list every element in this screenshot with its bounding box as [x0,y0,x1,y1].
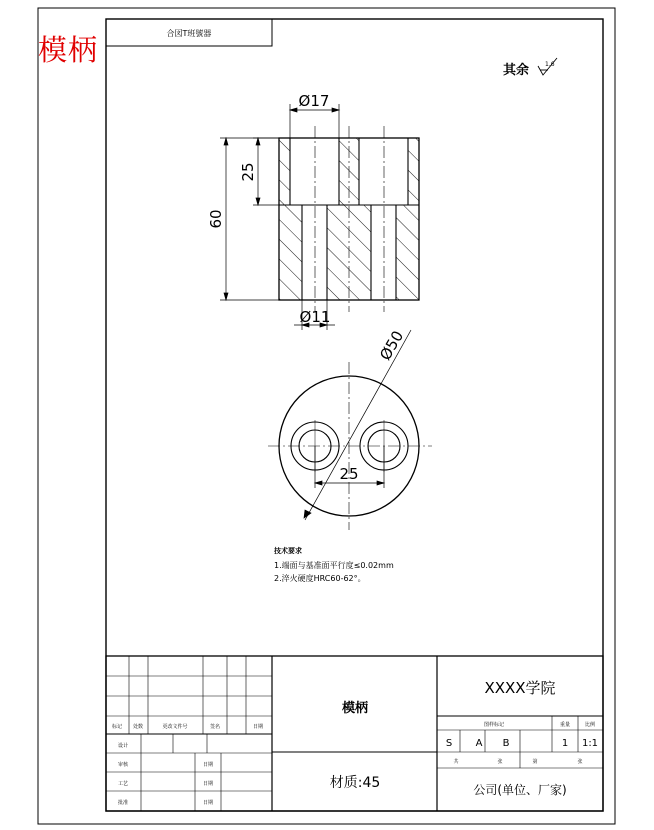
surface-roughness-value: 1.6 [545,61,555,68]
role-approve-right: 日期 [202,800,214,806]
tech-req-title: 技术要求 [274,547,302,555]
role-process: 工艺 [117,781,129,787]
sheet-total-label: 共 [453,759,459,765]
rev-label-mark: 标记 [111,724,123,730]
rev-label-date: 日期 [252,724,264,730]
part-name-label: 模柄 [38,33,99,67]
company-placeholder-text: XXXX学院 [484,679,556,697]
role-design-right: 日期 [202,762,214,768]
header-label-sample: 图样标记 [483,722,505,728]
tech-req-item-1: 1.端面与基准面平行度≤0.02mm [274,561,394,570]
center-distance-text: 25 [339,465,359,483]
tech-req-item-2: 2.淬火硬度HRC60-62°。 [274,574,366,583]
rev-label-sign: 签名 [209,724,221,730]
front-section-view [279,126,419,312]
surface-finish-label: 其余 [503,63,530,78]
sheet-number-label: 第 [532,759,538,765]
material-text: 材质:45 [329,775,381,791]
role-review: 审核 [117,762,129,768]
top-view [268,362,432,530]
role-review-right: 日期 [202,781,214,787]
stage-a: A [475,738,483,749]
total-height-text: 60 [207,209,225,229]
unit-text: 公司(单位、厂家) [473,783,567,797]
role-approve: 批准 [117,800,129,806]
scale-text: 1:1 [581,738,599,749]
role-design: 设计 [117,743,129,749]
header-box-text: 合図T班號器 [166,29,212,38]
total-height-dimension [220,138,279,300]
rev-label-count: 处数 [132,724,144,730]
bore-diameter-text: Ø17 [298,92,330,110]
outer-frame [38,8,615,824]
shaft-diameter-text: Ø11 [299,308,331,326]
rev-label-doc: 更改文件号 [162,724,188,730]
header-label-weight: 重量 [559,722,571,728]
sheet-number-unit: 张 [577,759,583,765]
stage-s: S [445,738,453,749]
outer-diameter-text: Ø50 [376,327,408,364]
part-name-text: 模柄 [341,701,369,716]
sheet-total-unit: 张 [497,759,503,765]
stage-b: B [502,738,510,749]
counterbore-depth-text: 25 [239,162,257,182]
header-label-scale: 比例 [584,722,596,728]
quantity-text: 1 [561,738,569,749]
